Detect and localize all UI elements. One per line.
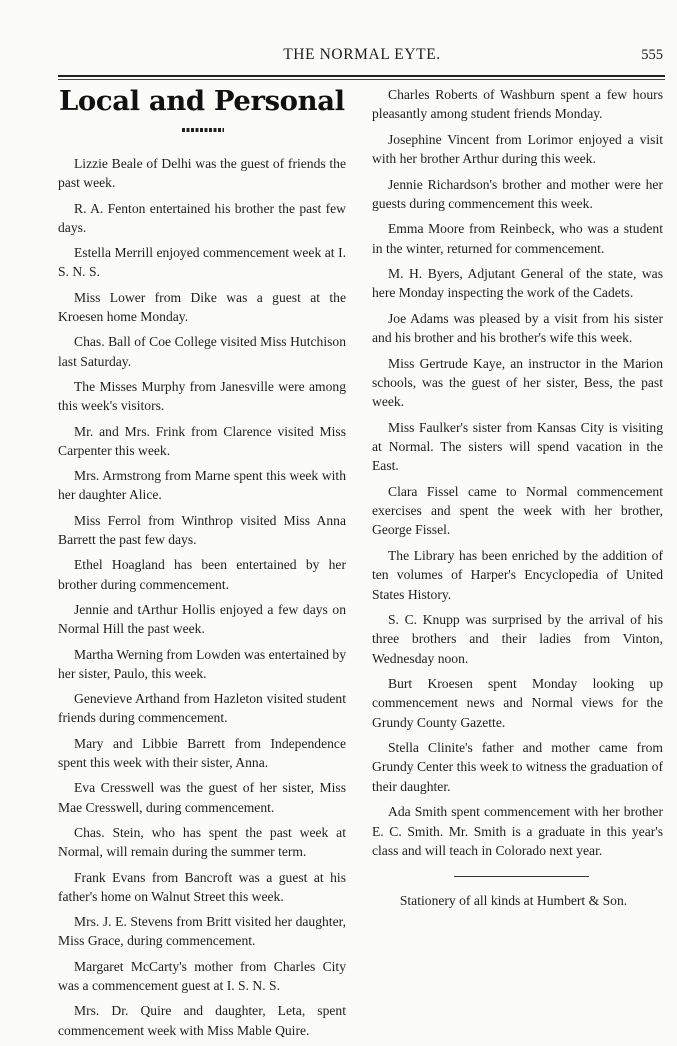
news-item: Jennie and tArthur Hollis enjoyed a few days on Normal Hill the past week. [58,601,346,637]
section-divider [454,876,589,877]
news-item: Genevieve Arthand from Hazleton visited student friends during commencement. [58,691,346,726]
news-item: Chas. Ball of Coe College visited Miss Hutchison last Saturday. [58,334,346,369]
advertisement: Stationery of all kinds at Humbert & Son. [399,893,628,909]
news-item: Miss Faulker's sister from Kansas City is visiting at Normal. The sisters will spend vacation in the East. [372,419,663,474]
left-column [58,84,346,1046]
news-item: Ethel Hoagland has been entertained by her brother during commencement. [58,557,346,592]
news-item: Mrs. J. E. Stevens from Britt visited her daughter, Miss Grace, during commencement. [58,914,346,949]
section-title: Local and Personal [59,85,345,117]
news-item: Chas. Stein, who has spent the past week at Normal, will remain during the summer term. [58,824,346,860]
news-item: Stella Clinite's father and mother came from Grundy Center this week to witness the graduation of their daughter. [372,740,663,794]
right-column [372,85,663,917]
header-rule-thick [58,75,665,77]
news-item: Mr. and Mrs. Frink from Clarence visited Miss Carpenter this week. [58,423,346,458]
news-item: Ada Smith spent commencement with her brother E. C. Smith. Mr. Smith is a graduate in this year's class and will teach in Colorado next year. [372,804,663,858]
news-item: Charles Roberts of Washburn spent a few hours pleasantly among student friends Monday. [372,87,663,122]
news-item: M. H. Byers, Adjutant General of the state, was here Monday inspecting the work of the Cadets. [372,266,663,301]
news-item: Josephine Vincent from Lorimor enjoyed a visit with her brother Arthur during this week. [372,131,663,167]
running-title: THE NORMAL EYTE. [283,46,441,63]
news-item: Miss Gertrude Kaye, an instructor in the Marion schools, was the guest of her sister, Bess, the past week. [372,355,663,410]
news-item: Mrs. Armstrong from Marne spent this week with her daughter Alice. [58,468,346,503]
news-item: Miss Ferrol from Winthrop visited Miss Anna Barrett the past few days. [58,512,346,548]
news-item: Frank Evans from Bancroft was a guest at his father's home on Walnut Street this week. [58,869,346,904]
news-item: Lizzie Beale of Delhi was the guest of friends the past week. [58,156,346,191]
news-item: Burt Kroesen spent Monday looking up commencement news and Normal views for the Grundy County Gazette. [372,676,663,730]
news-item: The Library has been enriched by the addition of ten volumes of Harper's Encyclopedia of United States History. [372,547,663,602]
page-number: 555 [641,47,663,63]
news-item: Clara Fissel came to Normal commencement exercises and spent the week with her brother, George Fissel. [372,483,663,538]
ornament-divider [182,128,224,132]
news-item: Jennie Richardson's brother and mother were her guests during commencement this week. [372,176,663,211]
news-item: Emma Moore from Reinbeck, who was a student in the winter, returned for commencement. [372,221,663,256]
news-item: Estella Merrill enjoyed commencement week at I. S. N. S. [58,245,346,280]
news-item: Margaret McCarty's mother from Charles City was a commencement guest at I. S. N. S. [58,958,346,993]
news-item: R. A. Fenton entertained his brother the past few days. [58,200,346,235]
news-item: Martha Werning from Lowden was entertained by her sister, Paulo, this week. [58,646,346,681]
news-item: The Misses Murphy from Janesville were among this week's visitors. [58,378,346,414]
page-header [58,46,666,70]
news-item: Eva Cresswell was the guest of her sister, Miss Mae Cresswell, during commencement. [58,780,346,815]
news-item: Miss Lower from Dike was a guest at the Kroesen home Monday. [58,289,346,325]
news-item: Joe Adams was pleased by a visit from his sister and his brother and his brother's wife this week. [372,310,663,346]
news-item: S. C. Knupp was surprised by the arrival of his three brothers and their ladies from Vinton, Wednesday noon. [372,612,663,666]
news-item: Mrs. Dr. Quire and daughter, Leta, spent commencement week with Miss Mable Quire. [58,1003,346,1038]
news-item: Mary and Libbie Barrett from Independence spent this week with their sister, Anna. [58,735,346,771]
header-rule-thin [58,79,665,80]
